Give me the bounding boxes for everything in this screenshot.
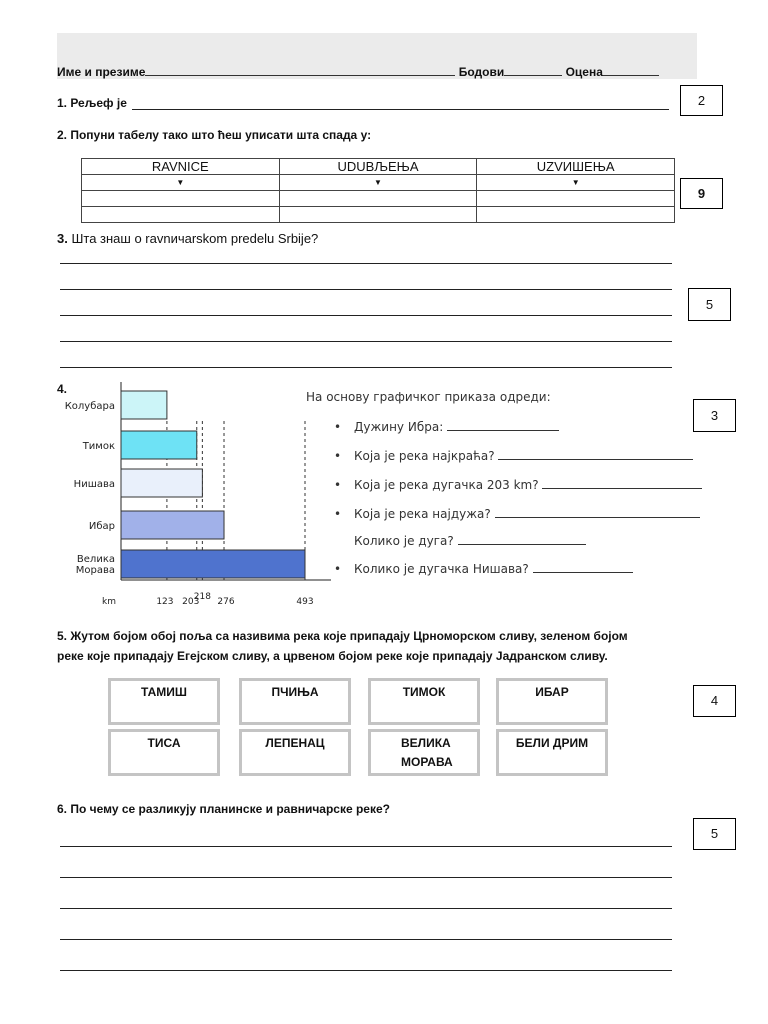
table-cell[interactable]	[82, 191, 280, 207]
tick-label: 203	[182, 597, 200, 607]
name-label: Име и презиме	[57, 65, 146, 79]
answer-line[interactable]	[60, 877, 672, 878]
q4-number: 4.	[57, 382, 68, 396]
category-label: Нишава	[73, 479, 115, 490]
table-header-cell: UDUBЉEЊA	[279, 159, 477, 175]
table-cell[interactable]	[82, 207, 280, 223]
arrow-down-icon: ▼	[374, 177, 382, 187]
arrow-down-icon: ▼	[571, 177, 580, 187]
answer-blank[interactable]	[542, 476, 702, 489]
river-box[interactable]: БЕЛИ ДРИМ	[496, 729, 608, 776]
q6-score-box: 5	[693, 818, 736, 850]
q4-score-box: 3	[693, 399, 736, 432]
answer-line[interactable]	[60, 289, 672, 290]
answer-line[interactable]	[60, 263, 672, 264]
answer-line[interactable]	[60, 846, 672, 847]
answer-blank[interactable]	[447, 418, 559, 431]
answer-line[interactable]	[60, 908, 672, 909]
table-cell[interactable]	[279, 175, 477, 191]
q4-intro: На основу графичког приказа одреди:	[306, 390, 551, 404]
river-box[interactable]: ТИМОК	[368, 678, 480, 725]
answer-blank[interactable]	[533, 560, 633, 573]
category-label: Велика	[76, 554, 115, 565]
table-cell[interactable]	[477, 175, 675, 191]
answer-line[interactable]	[60, 939, 672, 940]
q2-text: 2. Попуни табелу тако што ћеш уписати шта спада у:	[57, 128, 372, 142]
bar	[121, 431, 197, 459]
q1-score-box: 2	[680, 85, 723, 116]
q6-text: 6. По чему се разликују планинске и равничарске реке?	[57, 802, 390, 816]
river-box[interactable]: ТАМИШ	[108, 678, 220, 725]
table-cell[interactable]	[477, 207, 675, 223]
table-header-row	[82, 159, 675, 175]
table-row	[82, 175, 675, 191]
river-length-chart	[60, 378, 350, 610]
answer-blank[interactable]	[498, 447, 693, 460]
river-box[interactable]: ВЕЛИКА МОРАВА	[368, 729, 480, 776]
category-label: Тимок	[82, 441, 115, 452]
river-box[interactable]: ИБАР	[496, 678, 608, 725]
table-row	[82, 207, 675, 223]
tick-label: 218	[193, 592, 211, 602]
category-label: Колубара	[64, 401, 115, 412]
q4-item: • Колико је дугачка Нишава?	[334, 560, 633, 577]
q4-item: • Која је река дугачка 203 km?	[334, 476, 702, 493]
arrow-down-icon: ▼	[176, 177, 185, 187]
q2-score-box: 9	[680, 178, 723, 209]
grade-label: Оцена	[565, 65, 603, 79]
river-box[interactable]: ТИСА	[108, 729, 220, 776]
table-row	[82, 191, 675, 207]
table-cell[interactable]	[279, 191, 477, 207]
q3-text: 3. Шта знаш о ravnичarskom predelu Srbije?	[57, 231, 319, 246]
q4-item: • Дужину Ибра:	[334, 418, 559, 435]
name-blank[interactable]	[145, 63, 455, 76]
q1-answer-line[interactable]	[132, 109, 669, 110]
answer-line[interactable]	[60, 367, 672, 368]
answer-blank[interactable]	[495, 505, 700, 518]
answer-line[interactable]	[60, 315, 672, 316]
tick-label: 123	[156, 597, 174, 607]
tick-label: 276	[217, 597, 235, 607]
table-header-cell: RAVNICE	[82, 159, 280, 175]
q4-item: • Која је река најкраћа?	[334, 447, 693, 464]
tick-label: 493	[296, 597, 314, 607]
answer-line[interactable]	[60, 341, 672, 342]
bar	[121, 550, 305, 578]
bar	[121, 469, 202, 497]
q2-table	[81, 158, 675, 223]
x-axis-label: km	[102, 597, 116, 607]
q4-item: Колико је дуга?	[334, 532, 586, 549]
q1-text: 1. Рељеф је	[57, 96, 127, 110]
table-cell[interactable]	[477, 191, 675, 207]
category-label: Морава	[75, 565, 115, 576]
q5-text: 5. Жутом бојом обој поља са називима река које припадају Црноморском сливу, зеленом бојом реке које припадају Егејском сливу, а црвеном бојом реке које припадају Јадранском сливу.	[57, 629, 628, 663]
bar	[121, 511, 224, 539]
answer-line[interactable]	[60, 970, 672, 971]
grade-blank[interactable]	[603, 63, 659, 76]
table-header-cell: UZVИШEЊA	[477, 159, 675, 175]
q5-score-box: 4	[693, 685, 736, 717]
answer-blank[interactable]	[458, 532, 586, 545]
q3-score-box: 5	[688, 288, 731, 321]
river-box[interactable]: ЛЕПЕНАЦ	[239, 729, 351, 776]
points-label: Бодови	[458, 65, 505, 79]
table-cell[interactable]	[279, 207, 477, 223]
river-box[interactable]: ПЧИЊА	[239, 678, 351, 725]
table-cell[interactable]	[82, 175, 280, 191]
points-blank[interactable]	[504, 63, 562, 76]
q4-item: • Која је река најдужа?	[334, 505, 700, 522]
category-label: Ибар	[88, 521, 115, 532]
bar	[121, 391, 167, 419]
header-line	[57, 63, 659, 80]
